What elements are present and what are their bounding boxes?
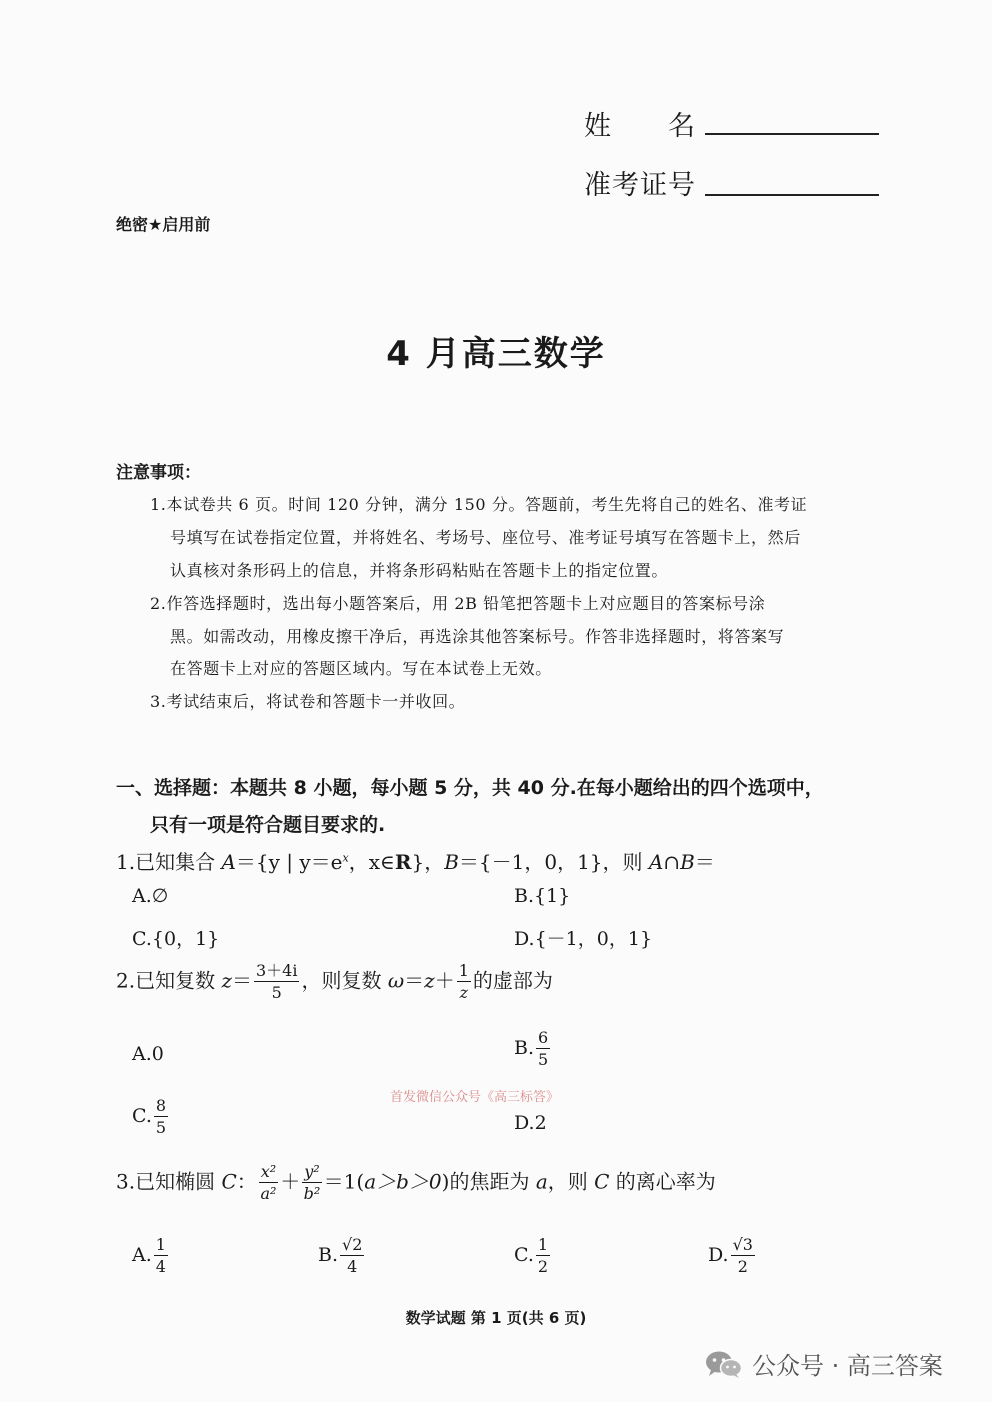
q3-option-d: D. $\frac{√3}{2}$ bbox=[708, 1235, 753, 1276]
q2-option-c: C. $\frac{8}{5}$ bbox=[132, 1096, 167, 1137]
notice-line: 号填写在试卷指定位置，并将姓名、考场号、座位号、准考证号填写在答题卡上，然后 bbox=[170, 528, 801, 547]
q1-option-c: C.{0，1} bbox=[132, 928, 220, 950]
secret-label: 绝密★启用前 bbox=[116, 215, 211, 234]
q1-option-d: D.{－1，0，1} bbox=[514, 928, 653, 950]
name-label: 姓 名 bbox=[584, 111, 696, 142]
page-footer: 数学试题 第 1 页(共 6 页) bbox=[405, 1309, 587, 1327]
watermark: 首发微信公众号《高三标答》 bbox=[390, 1090, 560, 1105]
q3-option-b: B. $\frac{√2}{4}$ bbox=[318, 1235, 363, 1276]
notice-line: 在答题卡上对应的答题区域内。写在本试卷上无效。 bbox=[170, 659, 552, 678]
question-3: 3.已知椭圆 C： $\frac{\text{x²}}{\text{a²}}$ ＋ $\frac{\text{y²}}{\text{b²}}$ ＝1(a＞b＞0)的焦距为 a，则 C 的离心率为 bbox=[116, 1162, 716, 1203]
q2-option-b: B. $\frac{6}{5}$ bbox=[514, 1028, 549, 1069]
question-1: 1.已知集合 A＝{y | $y=e^x$，x∈R}，B＝{－1，0，1}，则 A∩B＝ bbox=[116, 850, 715, 874]
question-2: 2.已知复数 z＝ $\frac{3+4i}{5}$ ，则复数 ω＝z＋ $\frac{1}{z}$ 的虚部为 bbox=[116, 961, 553, 1002]
q3-option-a: A. $\frac{1}{4}$ bbox=[132, 1235, 166, 1276]
brand-text: 公众号 · 高三答案 bbox=[752, 1352, 943, 1380]
section-heading-cont: 只有一项是符合题目要求的. bbox=[150, 814, 386, 836]
notice-line: 2.作答选择题时，选出每小题答案后，用 2B 铅笔把答题卡上对应题目的答案标号涂 bbox=[150, 594, 766, 613]
notice-heading: 注意事项： bbox=[116, 463, 201, 483]
q3-option-c: C. $\frac{1}{2}$ bbox=[514, 1235, 549, 1276]
notice-line: 黑。如需改动，用橡皮擦干净后，再选涂其他答案标号。作答非选择题时，将答案写 bbox=[170, 627, 785, 646]
brand-watermark bbox=[704, 1346, 943, 1381]
exam-id-blank-line bbox=[705, 194, 879, 196]
notice-line: 3.考试结束后，将试卷和答题卡一并收回。 bbox=[150, 692, 466, 711]
q1-option-b: B.{1} bbox=[514, 885, 571, 907]
section-heading: 一、选择题：本题共 8 小题，每小题 5 分，共 40 分.在每小题给出的四个选项中， bbox=[116, 777, 824, 799]
wechat-icon bbox=[704, 1349, 744, 1379]
q2-option-d: D.2 bbox=[514, 1112, 547, 1134]
q2-option-a: A.0 bbox=[132, 1043, 164, 1065]
q1-option-a: A.∅ bbox=[132, 885, 169, 907]
name-blank-line bbox=[705, 133, 879, 135]
exam-id-label: 准考证号 bbox=[584, 170, 696, 201]
notice-line: 1.本试卷共 6 页。时间 120 分钟，满分 150 分。答题前，考生先将自己的姓名、准考证 bbox=[150, 495, 808, 514]
notice-line: 认真核对条形码上的信息，并将条形码粘贴在答题卡上的指定位置。 bbox=[170, 561, 669, 580]
page-title: 4 月高三数学 bbox=[386, 334, 606, 374]
